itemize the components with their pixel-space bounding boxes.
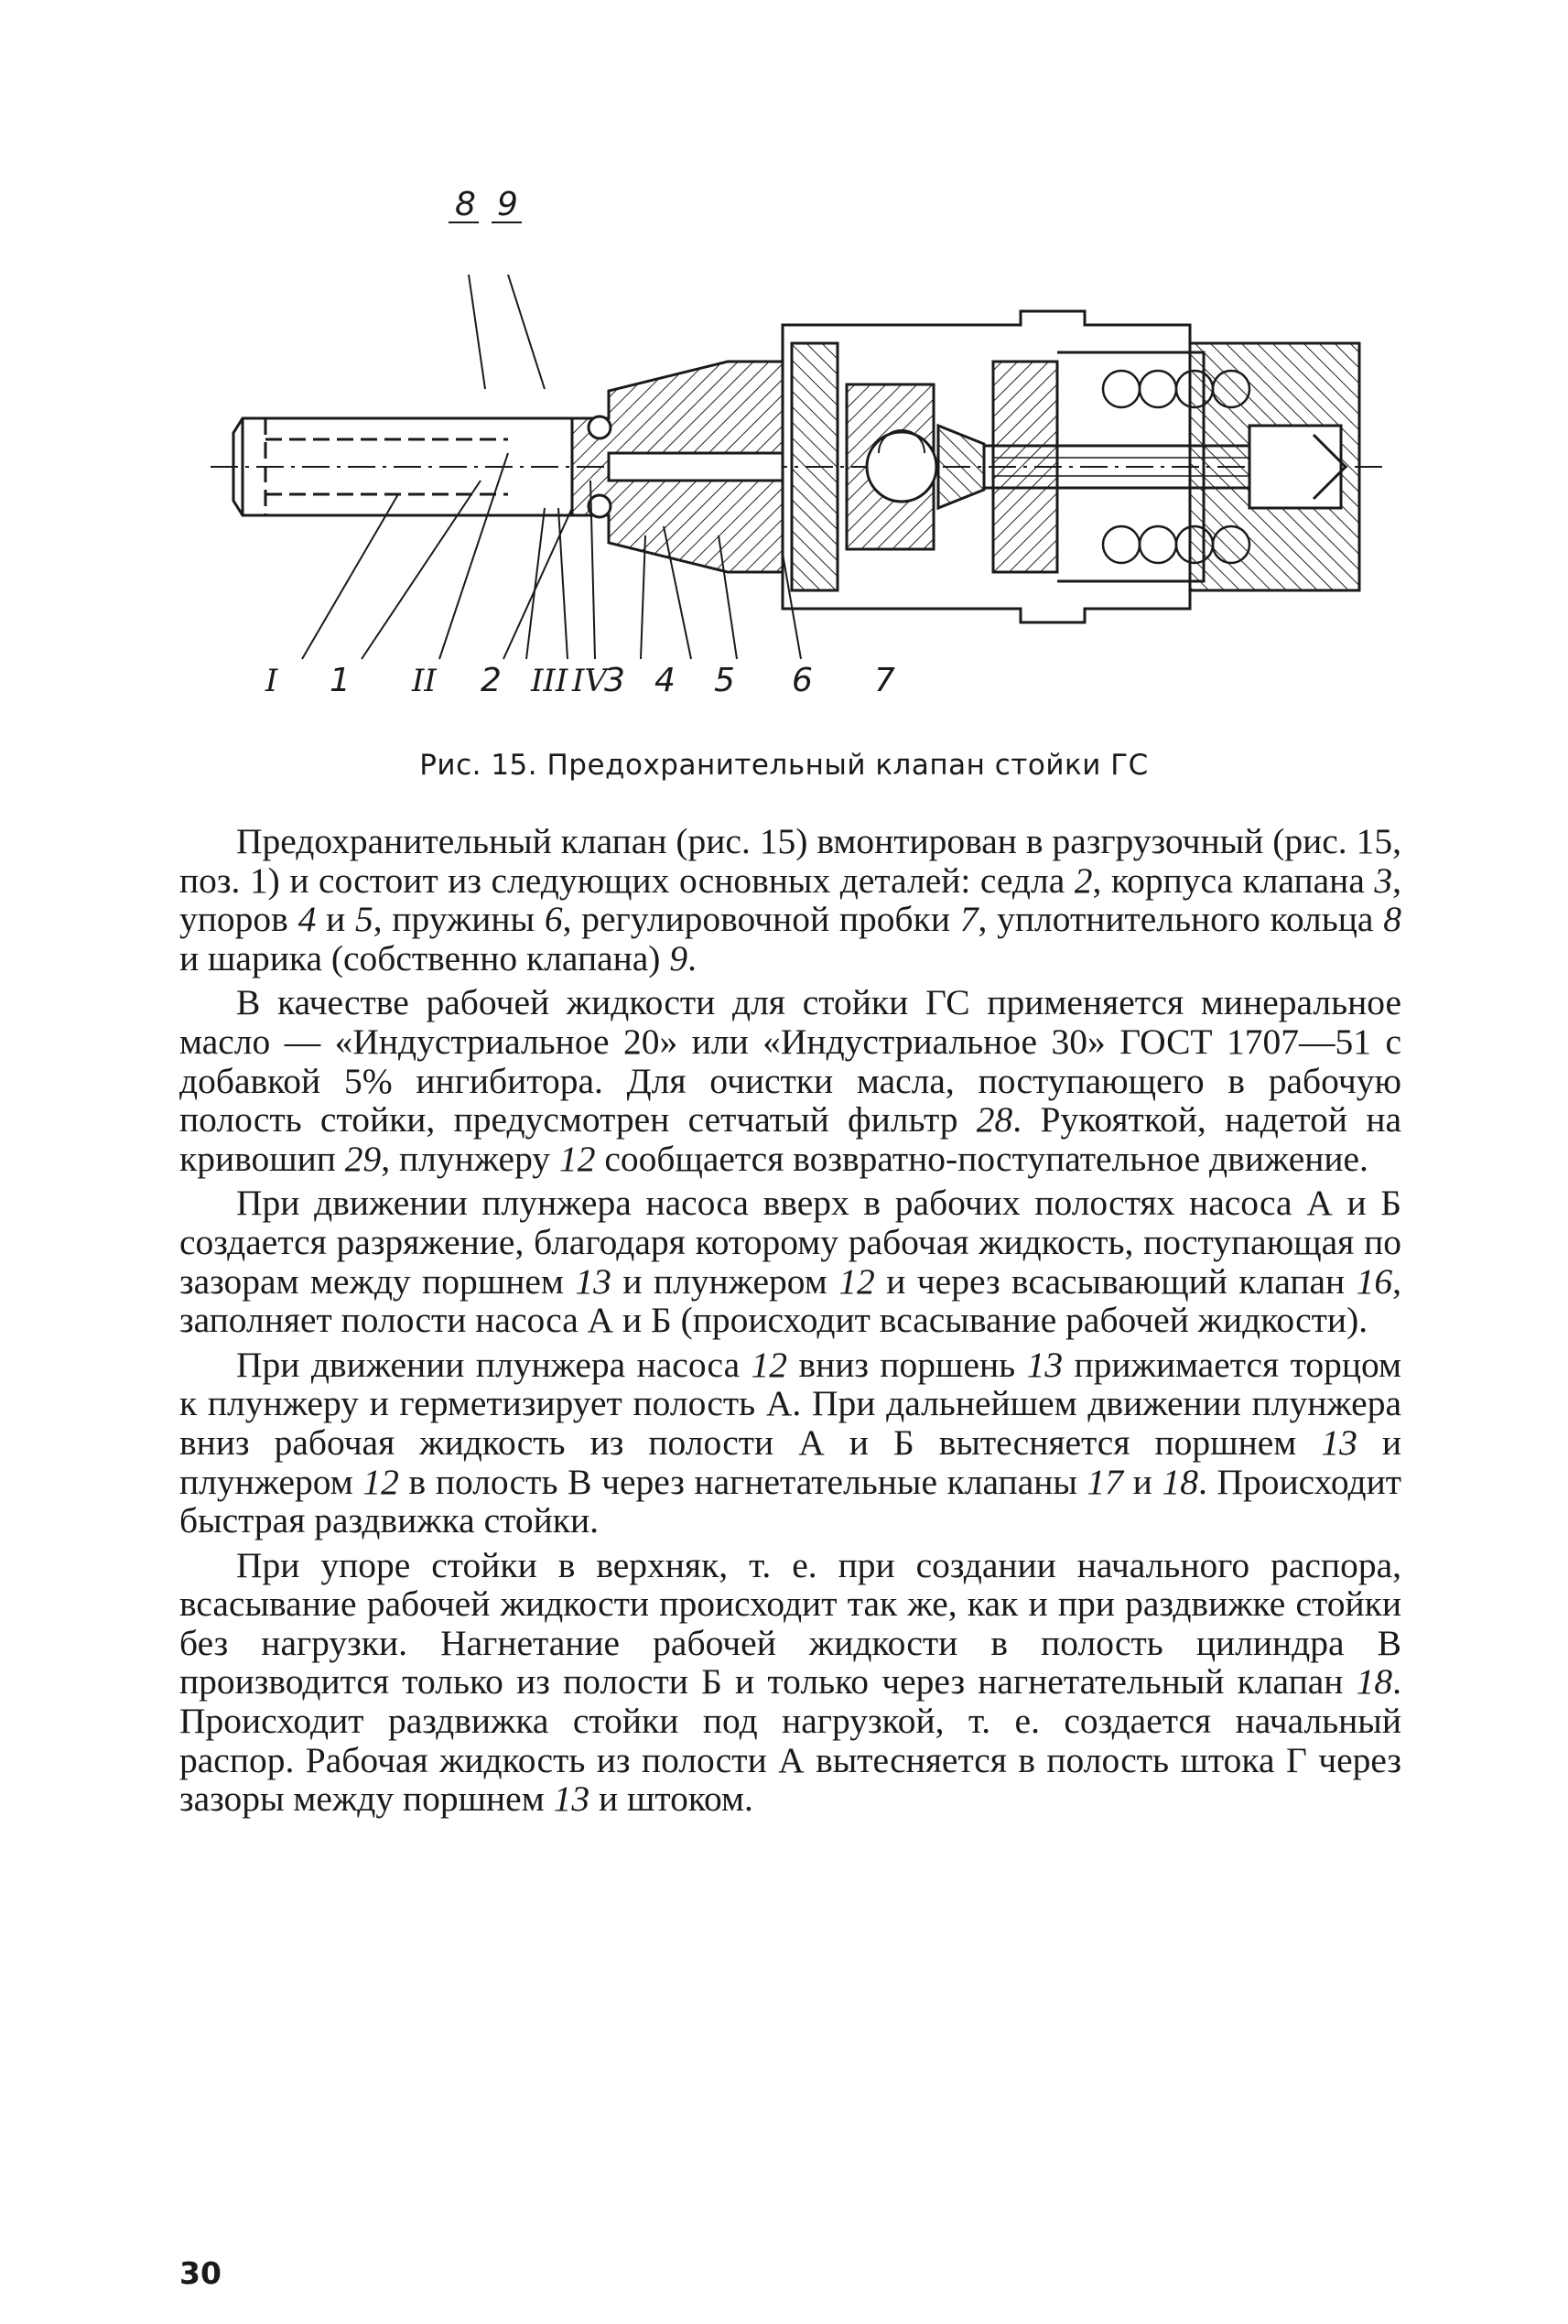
text-run: , уплотнительного кольца [978,899,1384,940]
text-run: . [687,937,697,978]
text-run: Предохранительный клапан (рис. 15) вмонтирован в разгрузочный (рис. 15, поз. 1) и состоит из следующих основных деталей: седла [179,821,1401,901]
reference-number: 8 [1383,899,1401,940]
reference-number: 13 [1026,1344,1064,1385]
valve-figure [206,178,1396,737]
text-run: При упоре стойки в верхняк, т. е. при создании начального распора, всасывание рабочей жидкости происходит так же, как и при раздвижке стойки без нагрузки. Нагнетание рабочей жидкости в полость цилиндра В производится только из полости Б и только через нагнетательный клапан [179,1544,1401,1702]
text-run: и плунжером [179,1421,1402,1502]
text-run: вниз поршень [787,1344,1027,1385]
text-run: , заполняет полости насоса А и Б (происходит всасывание рабочей жидкости). [179,1260,1401,1341]
paragraph [179,1346,1401,1540]
text-run: и шарика (собственно клапана) [179,937,670,978]
text-run: В качестве рабочей жидкости для стойки ГС применяется минеральное масло — «Индустриальное 20» или «Индустриальное 30» ГОСТ 1707—51 с добавкой 5% ингибитора. Для очистки масла, поступающего в рабочую полость стойки, предусмотрен сетчатый фильтр [179,982,1401,1140]
text-run: , регулировочной пробки [562,899,960,940]
label-3: 3 [604,662,625,699]
paragraph [179,822,1401,978]
text-run: . Происходит раздвижка стойки под нагрузкой, т. е. создается начальный распор. Рабочая жидкость из полости А вытесняется в полость штока Г через зазоры между поршнем [179,1661,1401,1820]
text-run: , упоров [179,859,1402,940]
text-run: . Происходит быстрая раздвижка стойки. [179,1461,1402,1541]
reference-number: 13 [1321,1421,1357,1463]
reference-number: 28 [976,1099,1013,1140]
label-III: III [531,663,568,699]
label-6: 6 [792,662,813,699]
label-7: 7 [874,662,895,699]
reference-number: 9 [669,937,688,978]
reference-number: 29 [344,1138,382,1179]
reference-number: 12 [362,1461,399,1502]
reference-number: 7 [959,899,979,940]
label-9: 9 [497,186,518,223]
body-text [179,822,1401,1824]
text-run: и штоком. [589,1778,753,1820]
label-II: II [412,663,437,699]
label-1: 1 [330,662,351,699]
reference-number: 12 [558,1138,596,1179]
label-5: 5 [714,662,735,699]
reference-number: 6 [544,899,563,940]
reference-number: 12 [838,1260,875,1302]
text-run: и [1123,1461,1162,1502]
reference-number: 12 [751,1344,788,1385]
paragraph [179,983,1401,1178]
reference-number: 13 [553,1778,590,1820]
text-run: в полость В через нагнетательные клапаны [398,1461,1087,1502]
text-run: сообщается возвратно-поступательное движение. [595,1138,1368,1179]
label-2: 2 [481,662,502,699]
text-run: , плунжеру [381,1138,559,1179]
reference-number: 4 [297,899,317,940]
text-run: прижимается торцом к плунжеру и герметизирует полость А. При дальнейшем движении плунжера вниз рабочая жидкость из полости А и Б вытесняется поршнем [179,1344,1401,1463]
label-IV: IV [572,663,607,699]
text-run: и плунжером [611,1260,839,1302]
text-run: , пружины [373,899,545,940]
reference-number: 18 [1162,1461,1198,1502]
reference-number: 13 [575,1260,611,1302]
text-run: и [316,899,355,940]
reference-number: 18 [1356,1661,1393,1702]
text-run: При движении плунжера насоса [236,1344,752,1385]
paragraph [179,1184,1401,1339]
valve-drawing [206,178,1396,737]
label-8: 8 [455,186,476,223]
reference-number: 16 [1356,1260,1393,1302]
reference-number: 5 [355,899,373,940]
reference-number: 3 [1374,859,1393,901]
reference-number: 17 [1087,1461,1124,1502]
reference-number: 2 [1074,859,1093,901]
figure-caption: Рис. 15. Предохранительный клапан стойки ГС [419,749,1149,782]
label-I: I [265,663,278,699]
text-run: , корпуса клапана [1092,859,1375,901]
paragraph [179,1546,1401,1819]
text-run: и через всасывающий клапан [874,1260,1357,1302]
label-4: 4 [654,662,676,699]
text-run: При движении плунжера насоса вверх в рабочих полостях насоса А и Б создается разряжение, благодаря которому рабочая жидкость, поступающая по зазорам между поршнем [179,1183,1401,1302]
page-number: 30 [179,2255,222,2291]
text-run: . Рукояткой, надетой на кривошип [179,1099,1401,1179]
